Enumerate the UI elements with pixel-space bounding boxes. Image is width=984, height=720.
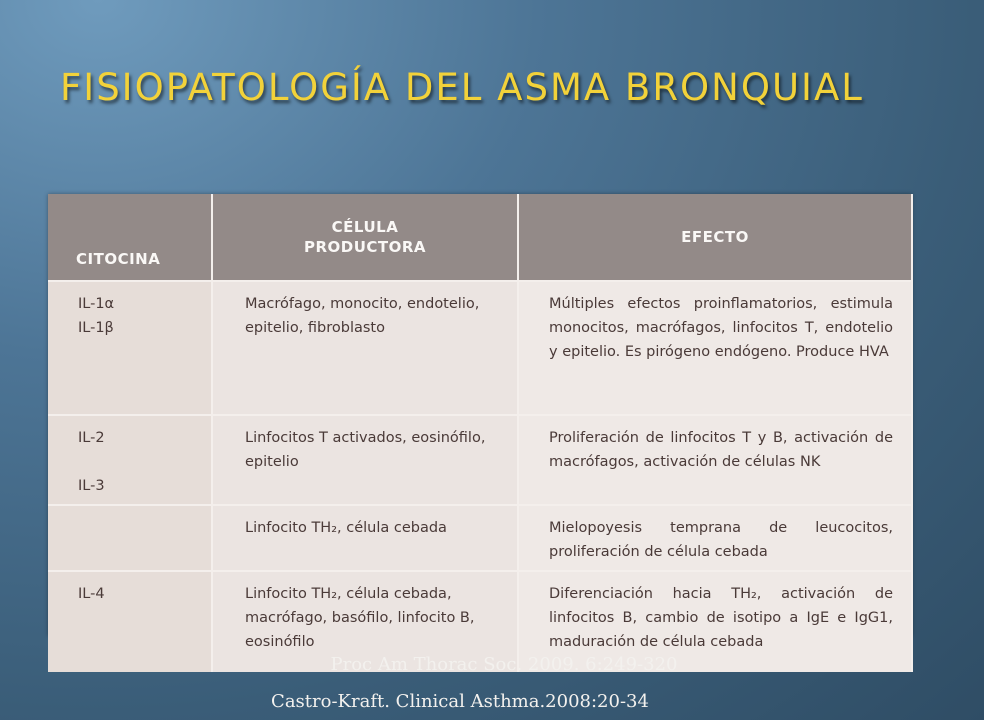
header-efecto: EFECTO xyxy=(518,194,912,281)
header-citocina: CITOCINA xyxy=(48,194,212,281)
table-row xyxy=(48,281,912,415)
reference-2: Castro-Kraft. Clinical Asthma.2008:20-34 xyxy=(271,691,649,712)
effect-cell: Múltiples efectos proinflamatorios, estimula monocitos, macrófagos, linfocitos T, endotelio y epitelio. Es pirógeno endógeno. Produce HVA xyxy=(518,281,912,415)
header-celula-line1: CÉLULA xyxy=(331,218,399,236)
cytokine-cell xyxy=(48,505,212,571)
table-row xyxy=(48,415,912,505)
producer-cell: Linfocito TH₂, célula cebada xyxy=(212,505,518,571)
effect-cell: Proliferación de linfocitos T y B, activación de macrófagos, activación de células NK xyxy=(518,415,912,505)
slide-title: FISIOPATOLOGÍA DEL ASMA BRONQUIAL xyxy=(60,66,864,109)
effect-cell: Diferenciación hacia TH₂, activación de linfocitos B, cambio de isotipo a IgE e IgG1, maduración de célula cebada xyxy=(518,571,912,672)
header-celula-line2: PRODUCTORA xyxy=(303,238,427,256)
header-celula-productora xyxy=(212,194,518,281)
cytokine-cell xyxy=(48,281,212,415)
cytokine-cell xyxy=(48,415,212,505)
table-header-row xyxy=(48,194,912,281)
cytokine-name: IL-1β xyxy=(78,320,114,336)
producer-cell: Linfocito TH₂, célula cebada, macrófago, basófilo, linfocito B, eosinófilo xyxy=(212,571,518,672)
producer-cell: Linfocitos T activados, eosinófilo, epitelio xyxy=(212,415,518,505)
effect-cell: Mielopoyesis temprana de leucocitos, proliferación de célula cebada xyxy=(518,505,912,571)
cytokine-table-image xyxy=(48,194,912,650)
cytokine-name: IL-3 xyxy=(78,478,105,494)
cytokine-name: IL-4 xyxy=(78,586,105,602)
reference-1: Proc Am Thorac Soc. 2009. 6:249-320 xyxy=(330,654,678,675)
cytokine-table xyxy=(48,194,913,672)
cytokine-name: IL-1α xyxy=(78,296,115,312)
producer-cell: Macrófago, monocito, endotelio, epitelio, fibroblasto xyxy=(212,281,518,415)
cytokine-name: IL-2 xyxy=(78,430,105,446)
table-row xyxy=(48,505,912,571)
